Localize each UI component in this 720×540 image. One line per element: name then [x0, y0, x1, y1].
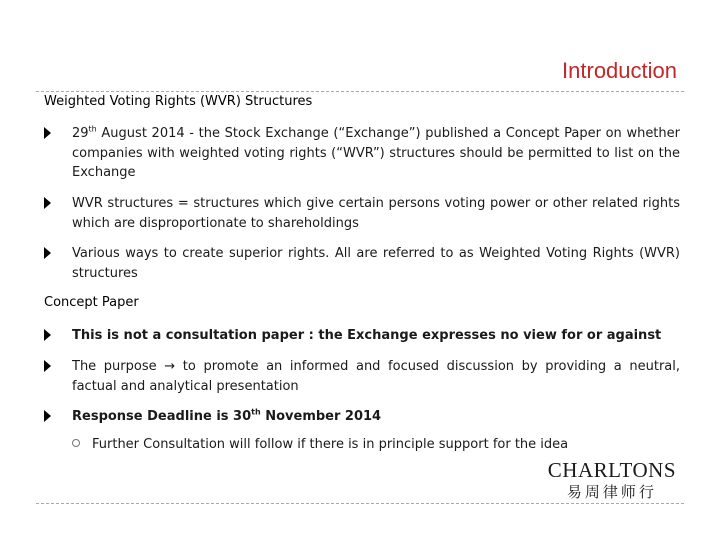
- logo-name-zh: 易周律师行: [566, 483, 657, 501]
- charltons-logo: [548, 458, 676, 502]
- bullet-arrow-icon: [44, 197, 51, 209]
- bullet-wvr-definition: [44, 194, 680, 233]
- bullet-arrow-icon: [44, 127, 51, 139]
- bullet-arrow-icon: [44, 410, 51, 422]
- slide-title: Introduction: [562, 58, 677, 83]
- sub-bullet-text: Further Consultation will follow if there is in principle support for the idea: [92, 437, 569, 452]
- bullet-concept-paper-published: [44, 124, 680, 183]
- section-heading-wvr: Weighted Voting Rights (WVR) Structures: [44, 94, 313, 109]
- footer-divider: [36, 503, 684, 504]
- title-divider: [36, 91, 684, 92]
- sub-bullet-further-consultation: [72, 437, 568, 452]
- bullet-response-deadline: [44, 407, 680, 427]
- bullet-arrow-icon: [44, 247, 51, 259]
- logo-name-en: CHARLTONS: [547, 458, 676, 482]
- bullet-text: to promote an informed and focused discussion by providing a neutral, factual and analytical presentation: [72, 359, 680, 394]
- bullet-arrow-icon: [44, 360, 51, 372]
- section-heading-concept-paper: Concept Paper: [44, 295, 139, 310]
- bullet-text: This is not a consultation paper : the Exchange expresses no view for or against: [72, 328, 662, 343]
- bullet-text: WVR structures = structures which give certain persons voting power or other related rights which are disproportionate to shareholdings: [72, 196, 680, 231]
- circle-bullet-icon: [72, 439, 80, 447]
- bullet-text-lead: The purpose: [72, 359, 165, 374]
- bullet-text: Various ways to create superior rights. All are referred to as Weighted Voting Rights (WVR) structures: [72, 246, 680, 281]
- date-suffix: th: [251, 407, 261, 417]
- bullet-arrow-icon: [44, 329, 51, 341]
- date-suffix: th: [88, 124, 97, 134]
- deadline-text: Response Deadline is 30: [72, 409, 252, 424]
- deadline-text-end: November 2014: [260, 409, 382, 424]
- bullet-purpose: [44, 357, 680, 396]
- bullet-superior-rights: [44, 244, 680, 283]
- bullet-text: August 2014 - the Stock Exchange (“Exchange”) published a Concept Paper on whether companies with weighted voting rights (“WVR”) structures should be permitted to list on the Exchange: [72, 126, 680, 180]
- date-day: 29: [72, 126, 89, 141]
- bullet-not-consultation: [44, 326, 680, 346]
- right-arrow-icon: →: [164, 359, 176, 374]
